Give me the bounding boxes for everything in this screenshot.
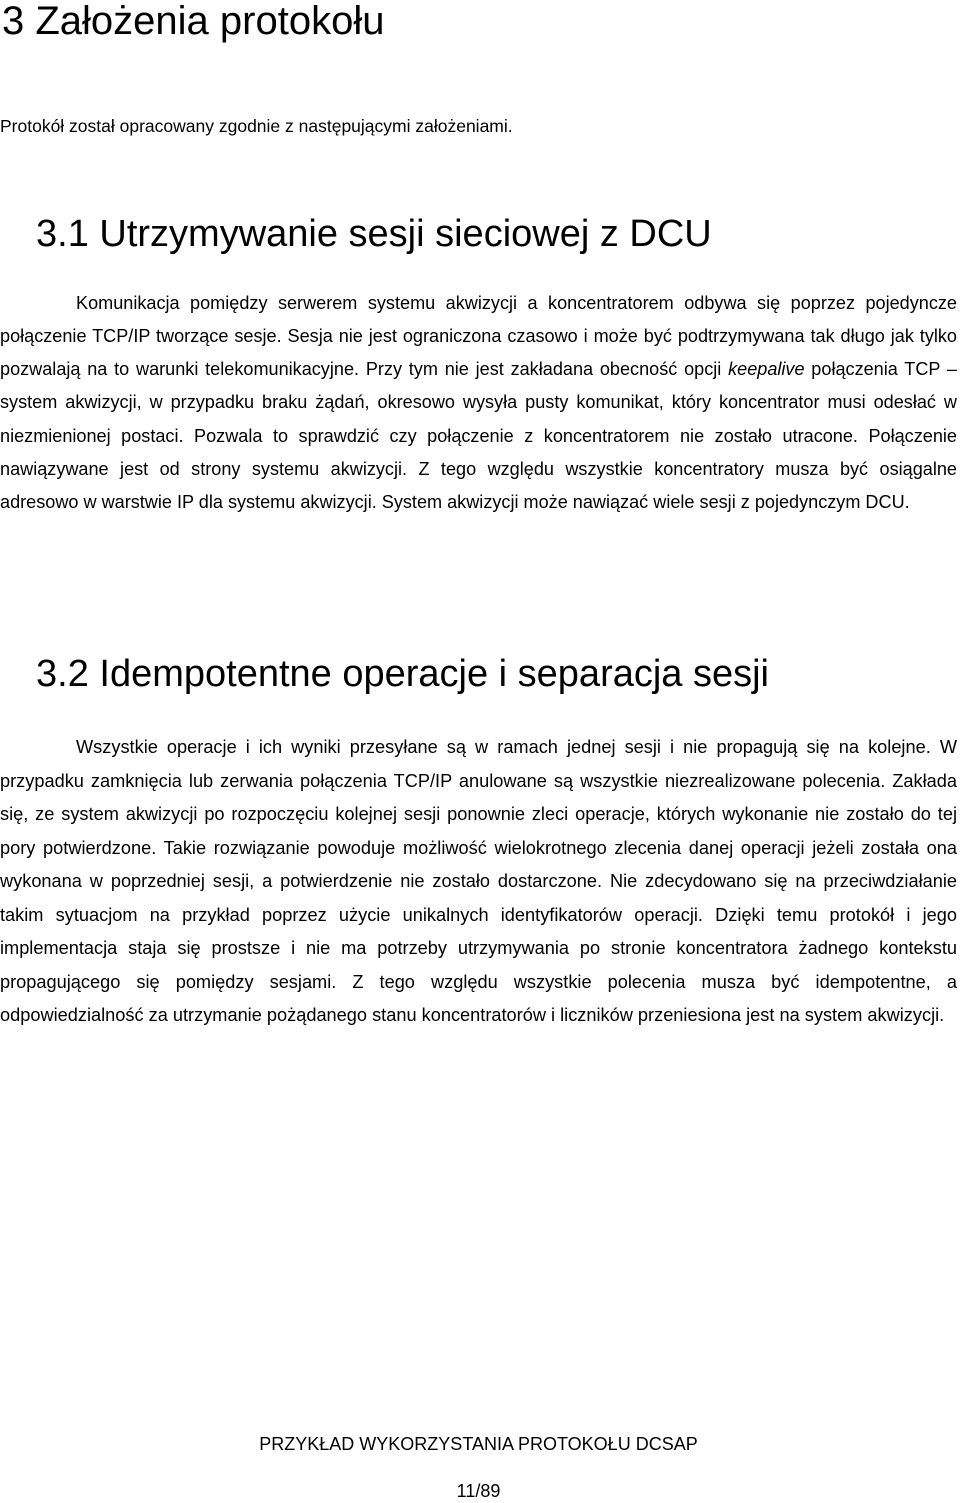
section-heading-3-2: 3.2 Idempotentne operacje i separacja sesji: [36, 653, 770, 695]
section-3-2-paragraph: Wszystkie operacje i ich wyniki przesyłane są w ramach jednej sesji i nie propagują się na kolejne. W przypadku zamknięcia lub zerwania połączenia TCP/IP anulowane są wszystkie niezrealizowane polecenia. Zakłada się, ze system akwizycji po rozpoczęciu kolejnej sesji ponownie zleci operacje, których wykonanie nie zostało do tej pory potwierdzone. Takie rozwiązanie powoduje możliwość wielokrotnego zlecenia danej operacji jeżeli została ona wykonana w poprzedniej sesji, a potwierdzenie nie zostało dostarczone. Nie zdecydowano się na przeciwdziałanie takim sytuacjom na przykład poprzez użycie unikalnych identyfikatorów operacji. Dzięki temu protokół i jego implementacja staja się prostsze i nie ma potrzeby utrzymywania po stronie koncentratora żadnego kontekstu propagującego się pomiędzy sesjami. Z tego względu wszystkie polecenia musza być idempotentne, a odpowiedzialność za utrzymanie pożądanego stanu koncentratorów i liczników przeniesiona jest na system akwizycji.: [0, 737, 957, 1025]
footer-title: PRZYKŁAD WYKORZYSTANIA PROTOKOŁU DCSAP: [259, 1434, 698, 1454]
section-3-1-paragraph: [0, 287, 957, 519]
intro-paragraph: Protokół został opracowany zgodnie z następującymi założeniami.: [0, 116, 513, 136]
chapter-heading: 3 Założenia protokołu: [2, 0, 385, 43]
page-number: 11/89: [456, 1481, 501, 1501]
section-heading-3-1: 3.1 Utrzymywanie sesji sieciowej z DCU: [36, 213, 712, 255]
section-3-1-text-start: Komunikacja pomiędzy serwerem systemu akwizycji a koncentratorem odbywa się poprzez pojedyncze połączenie TCP/IP tworzące sesje. Sesja nie jest ograniczona czasowo i może być podtrzymywana tak długo jak tylko pozwalają na to warunki telekomunikacyjne. Przy tym nie jest zakładana obecność opcji: [0, 293, 957, 380]
keepalive-term: keepalive: [728, 359, 805, 380]
section-3-1-text-end: połączenia TCP – system akwizycji, w przypadku braku żądań, okresowo wysyła pusty komunikat, który koncentrator musi odesłać w niezmienionej postaci. Pozwala to sprawdzić czy połączenie z koncentratorem nie zostało utracone. Połączenie nawiązywane jest od strony systemu akwizycji. Z tego względu wszystkie koncentratory musza być osiągalne adresowo w warstwie IP dla systemu akwizycji. System akwizycji może nawiązać wiele sesji z pojedynczym DCU.: [0, 359, 957, 512]
